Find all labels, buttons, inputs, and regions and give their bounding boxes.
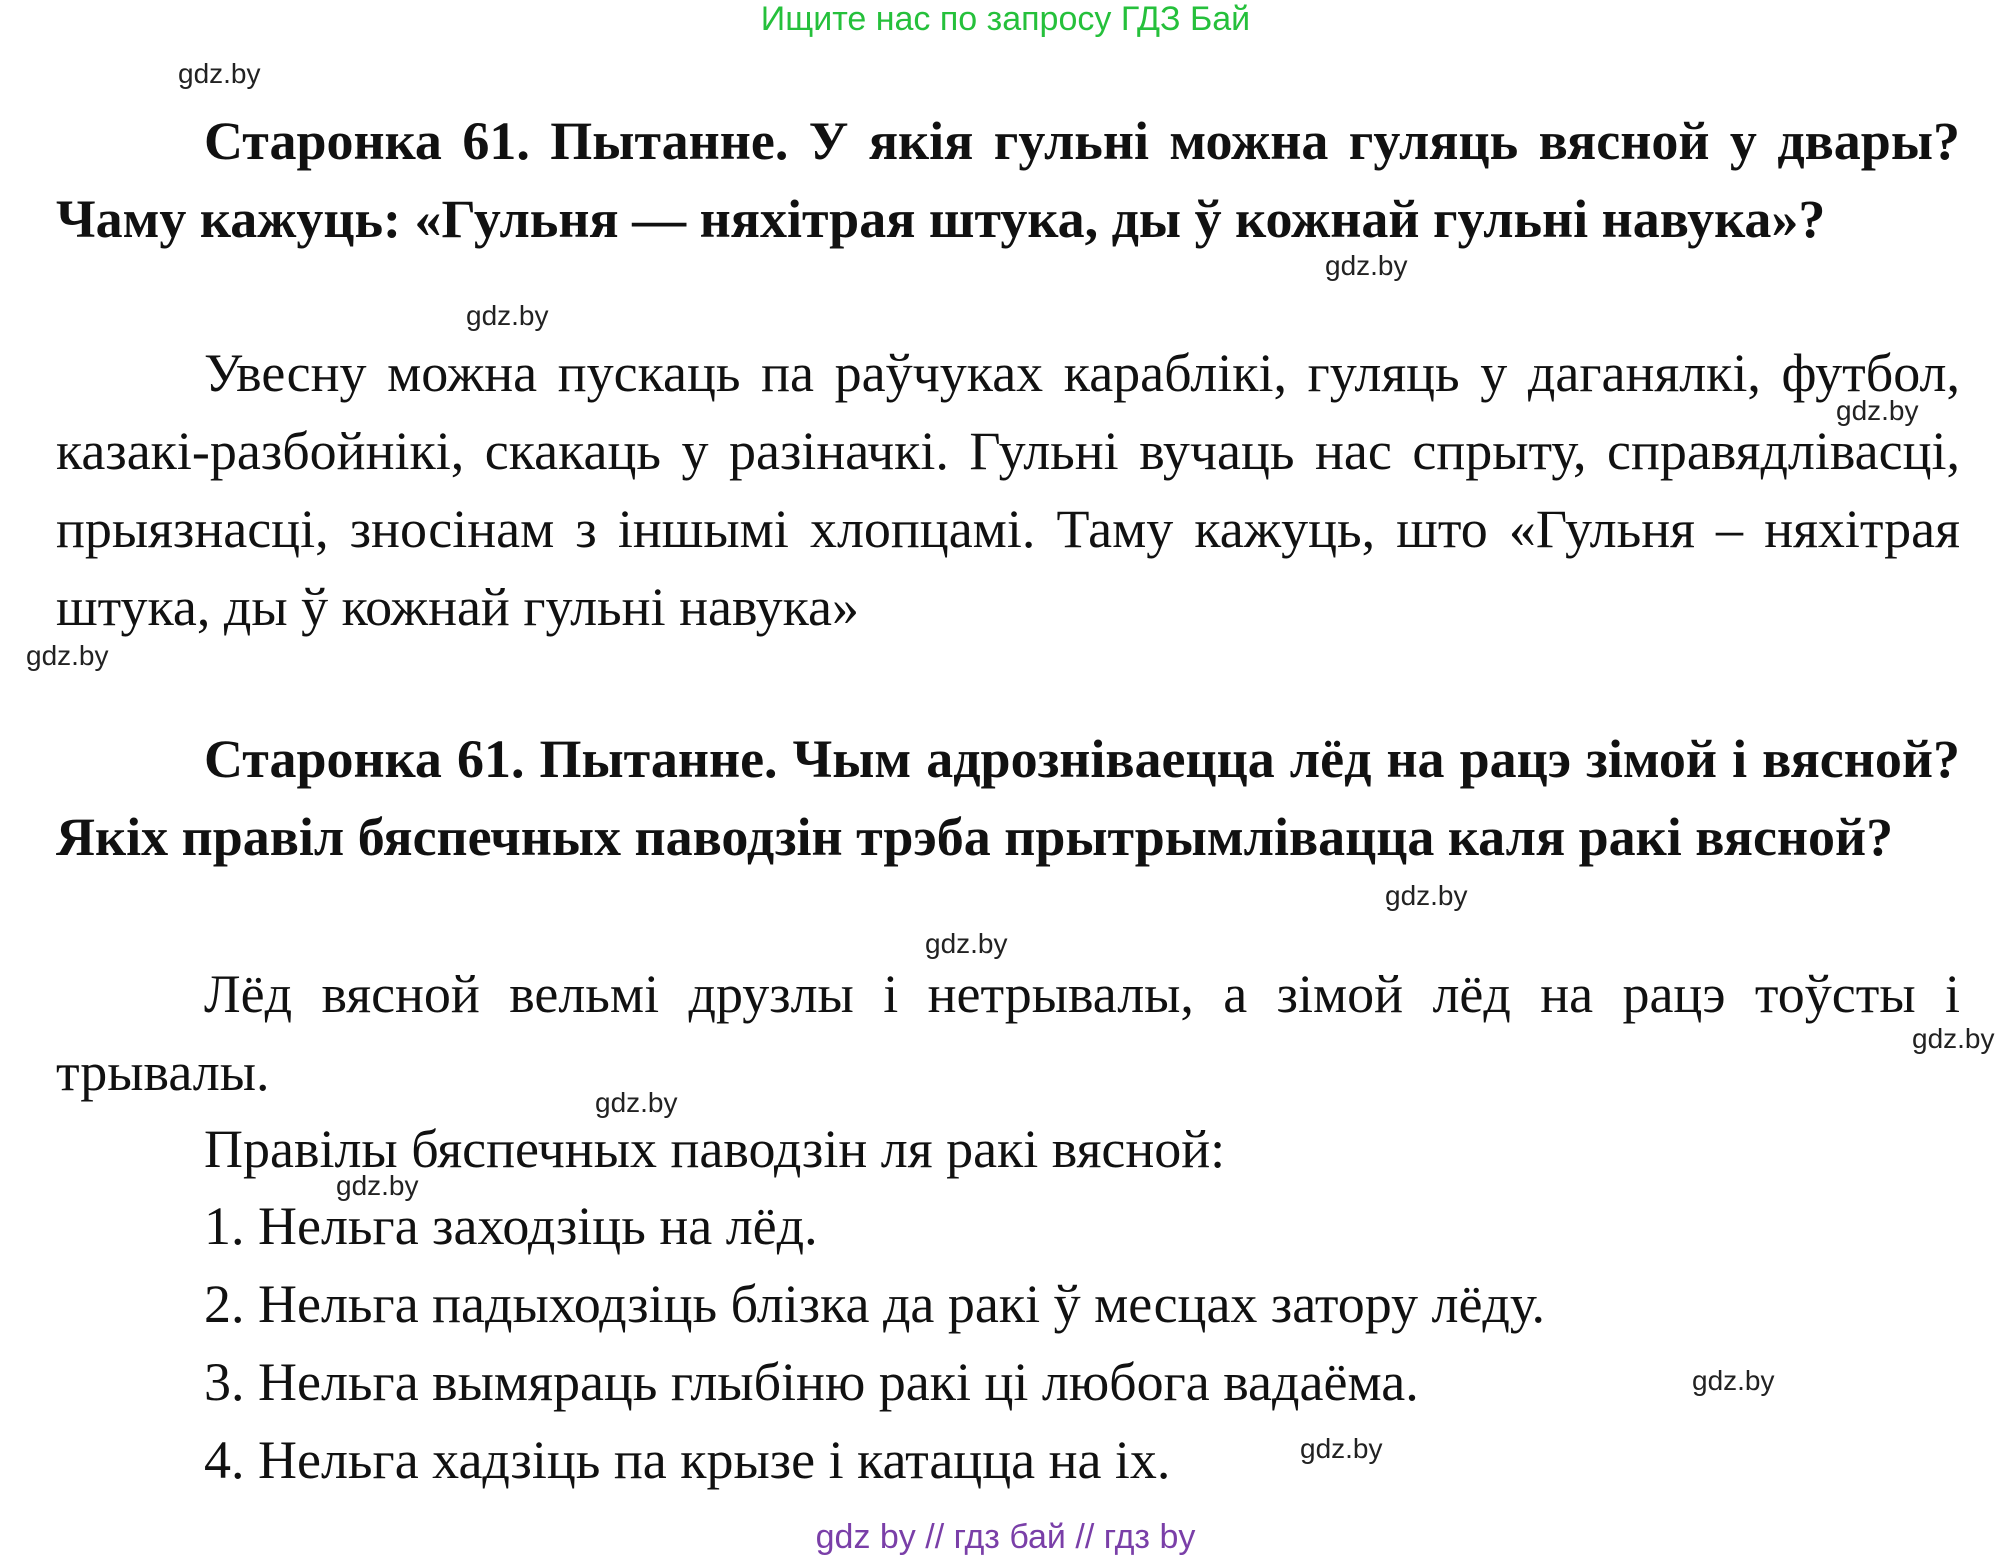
rule-item: 4. Нельга хадзіць па крызе і катацца на іх.: [204, 1430, 1171, 1490]
footer-watermark: gdz by // гдз бай // гдз by: [815, 1518, 1196, 1556]
watermark: gdz.by: [178, 58, 261, 89]
rule-item: 1. Нельга заходзіць на лёд.: [204, 1196, 818, 1256]
watermark: gdz.by: [1325, 250, 1408, 281]
rule-item: 3. Нельга вымяраць глыбіню ракі ці любога вадаёма.: [204, 1352, 1419, 1412]
watermark: gdz.by: [1836, 395, 1919, 426]
watermark: gdz.by: [1692, 1365, 1775, 1396]
watermark: gdz.by: [595, 1087, 678, 1118]
rule-item: 2. Нельга падыходзіць блізка да ракі ў месцах затору лёду.: [204, 1274, 1545, 1334]
watermark: gdz.by: [1385, 880, 1468, 911]
search-banner: Ищите нас по запросу ГДЗ Бай: [760, 0, 1251, 38]
watermark: gdz.by: [1300, 1433, 1383, 1464]
watermark: gdz.by: [1912, 1023, 1995, 1054]
rules-intro: Правілы бяспечных паводзін ля ракі вясной:: [204, 1119, 1226, 1179]
watermark: gdz.by: [336, 1170, 419, 1201]
watermark: gdz.by: [26, 640, 109, 671]
watermark: gdz.by: [925, 928, 1008, 959]
question-1-answer: Увесну можна пускаць па раўчуках караблікі, гуляць у даганялкі, футбол, казакі-разбойнікі, скакаць у разіначкі. Гульні вучаць нас спрыту, справядлівасці, прыязнасці, зносінам з іншымі хлопцамі. Таму кажуць, што «Гульня – няхітрая штука, ды ў кожнай гульні навука»: [56, 343, 1960, 637]
question-2-heading: Старонка 61. Пытанне. Чым адрозніваецца лёд на рацэ зімой і вясной? Якіх правіл бяспечных паводзін трэба прытрымлівацца каля ракі вясной?: [56, 729, 1960, 867]
question-2-answer: Лёд вясной вельмі друзлы і нетрывалы, а зімой лёд на рацэ тоўсты і трывалы.: [56, 964, 1960, 1102]
watermark: gdz.by: [466, 300, 549, 331]
question-1-heading: Старонка 61. Пытанне. У якія гульні можна гуляць вясной у двары? Чаму кажуць: «Гульня — няхітрая штука, ды ў кожнай гульні навука»?: [56, 111, 1960, 249]
